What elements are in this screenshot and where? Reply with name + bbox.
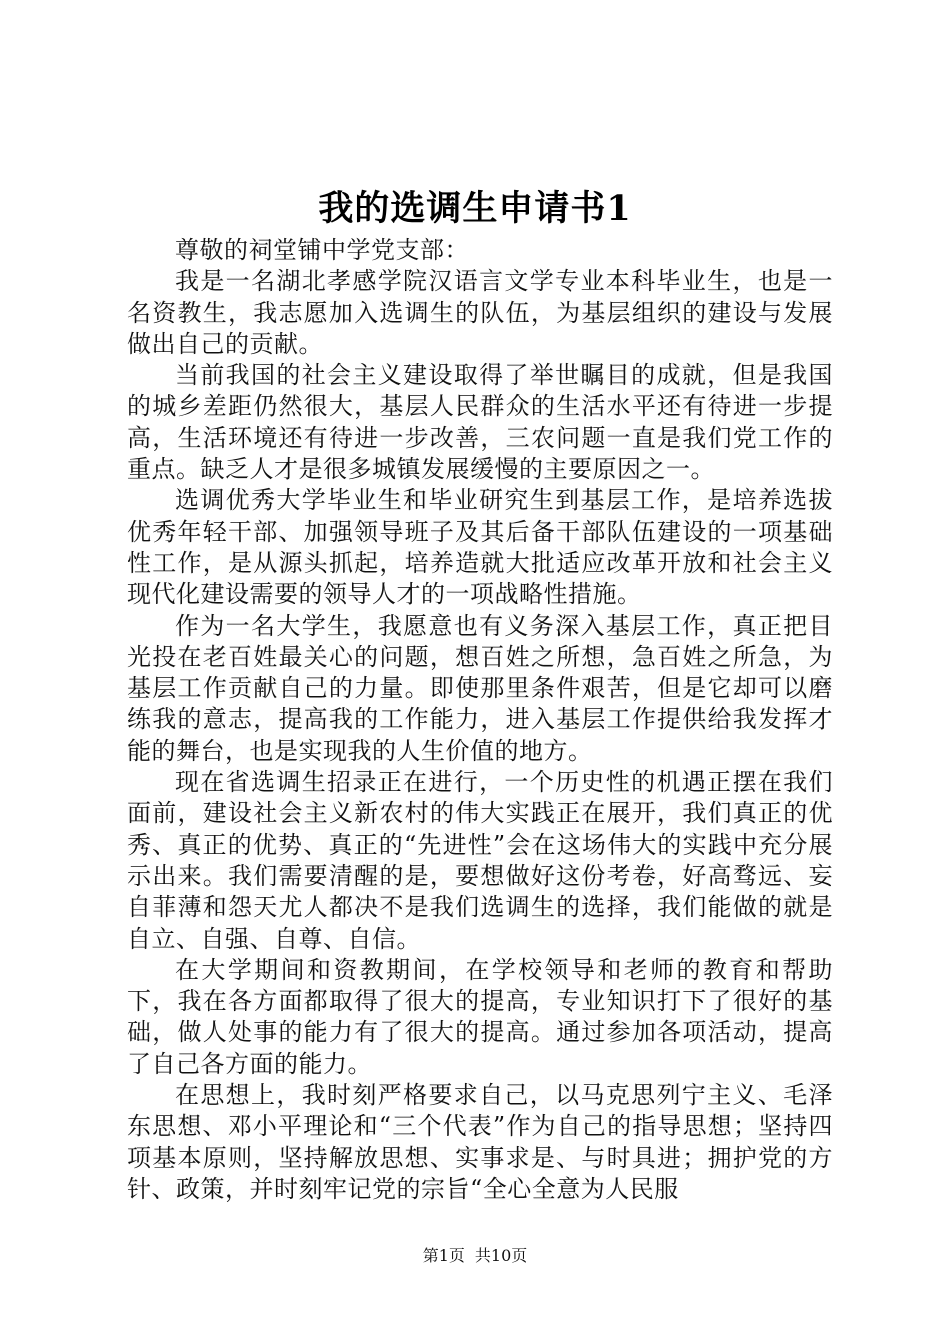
salutation: 尊敬的祠堂铺中学党支部： bbox=[175, 236, 469, 264]
body-paragraph: 在思想上，我时刻严格要求自己，以马克思列宁主义、毛泽东思想、邓小平理论和“三个代表”作为自己的指导思想；坚持四项基本原则，坚持解放思想、实事求是、与时具进；拥护党的方针、政策，并时刻牢记党的宗旨“全心全意为人民服 bbox=[127, 1081, 833, 1203]
body-paragraph: 我是一名湖北孝感学院汉语言文学专业本科毕业生，也是一名资教生，我志愿加入选调生的队伍，为基层组织的建设与发展做出自己的贡献。 bbox=[127, 267, 833, 358]
page-number-current: 第1页 bbox=[422, 1246, 465, 1265]
document-body bbox=[127, 235, 833, 1205]
body-paragraph: 选调优秀大学毕业生和毕业研究生到基层工作，是培养选拔优秀年轻干部、加强领导班子及其后备干部队伍建设的一项基础性工作，是从源头抓起，培养造就大批适应改革开放和社会主义现代化建设需要的领导人才的一项战略性措施。 bbox=[127, 486, 833, 609]
body-paragraph: 现在省选调生招录正在进行，一个历史性的机遇正摆在我们面前，建设社会主义新农村的伟大实践正在展开，我们真正的优秀、真正的优势、真正的“先进性”会在这场伟大的实践中充分展示出来。我们需要清醒的是，要想做好这份考卷，好高骛远、妄自菲薄和怨天尤人都决不是我们选调生的选择，我们能做的就是自立、自强、自尊、自信。 bbox=[127, 768, 833, 953]
page-number-total: 共10页 bbox=[474, 1246, 528, 1265]
body-paragraph: 在大学期间和资教期间，在学校领导和老师的教育和帮助下，我在各方面都取得了很大的提高，专业知识打下了很好的基础，做人处事的能力有了很大的提高。通过参加各项活动，提高了自己各方面的能力。 bbox=[127, 955, 833, 1078]
page-footer bbox=[0, 1245, 950, 1267]
document-title: 我的选调生申请书1 bbox=[318, 188, 632, 229]
body-paragraph: 当前我国的社会主义建设取得了举世瞩目的成就，但是我国的城乡差距仍然很大，基层人民群众的生活水平还有待进一步提高，生活环境还有待进一步改善，三农问题一直是我们党工作的重点。缺乏人才是很多城镇发展缓慢的主要原因之一。 bbox=[127, 361, 833, 484]
body-paragraph: 作为一名大学生，我愿意也有义务深入基层工作，真正把目光投在老百姓最关心的问题，想百姓之所想，急百姓之所急，为基层工作贡献自己的力量。即使那里条件艰苦，但是它却可以磨练我的意志，提高我的工作能力，进入基层工作提供给我发挥才能的舞台，也是实现我的人生价值的地方。 bbox=[127, 611, 833, 765]
